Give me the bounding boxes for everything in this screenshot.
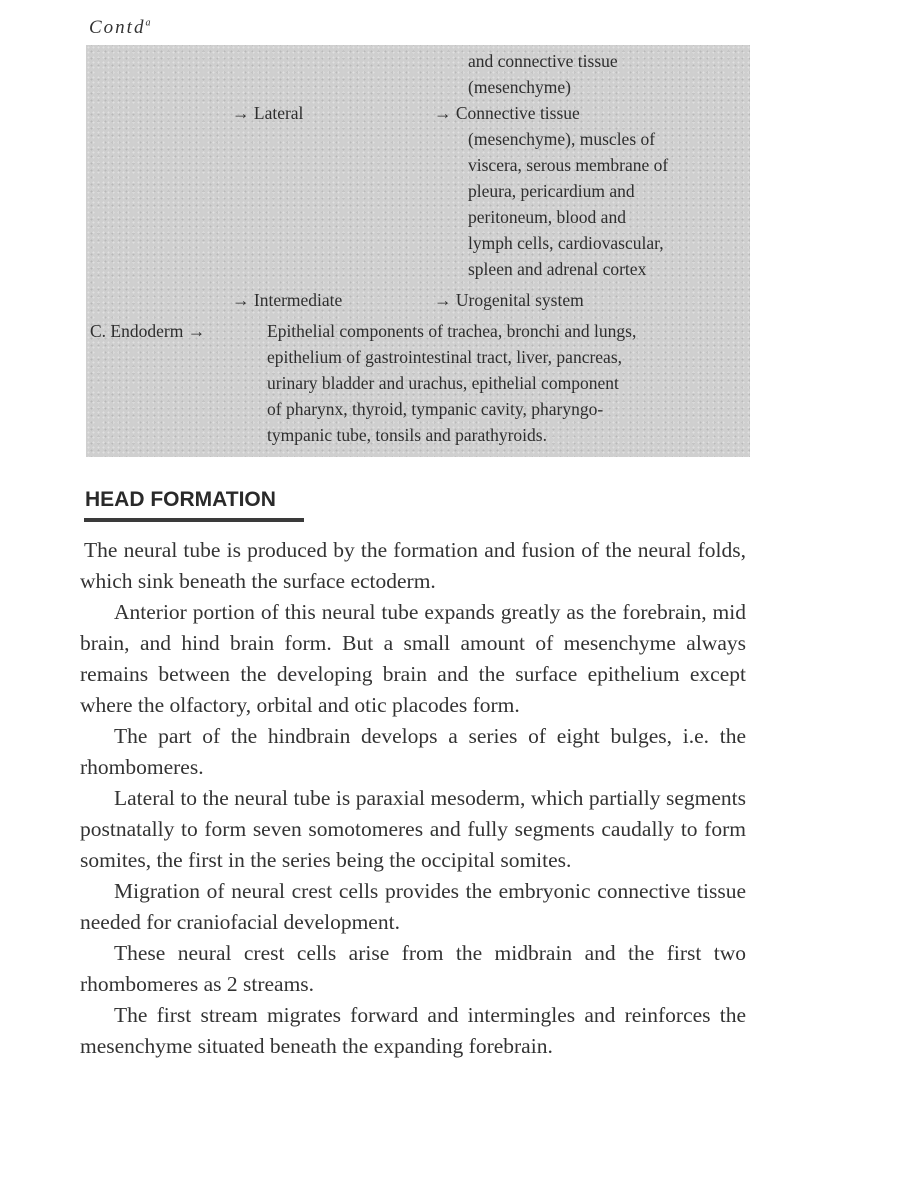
table-line: Epithelial components of trachea, bronchi and lungs, <box>267 321 637 341</box>
paragraph: The first stream migrates forward and intermingles and reinforces the mesenchyme situated beneath the expanding forebrain. <box>80 1003 746 1058</box>
table-line: → Connective tissue <box>434 103 580 123</box>
table-line: (mesenchyme), muscles of <box>468 129 656 149</box>
table-line-intermediate: → Intermediate <box>232 290 343 310</box>
table-line: pleura, pericardium and <box>468 181 635 201</box>
table-line: → Urogenital system <box>434 290 584 310</box>
table-line: peritoneum, blood and <box>468 207 626 227</box>
table-line: and connective tissue <box>468 51 618 71</box>
germ-layer-table <box>86 45 750 457</box>
running-head-superscript: a <box>145 17 151 29</box>
body-text <box>80 535 746 1062</box>
running-head <box>89 17 150 39</box>
paragraph: These neural crest cells arise from the midbrain and the first two rhombomeres as 2 streams. <box>80 941 746 996</box>
paragraph: Lateral to the neural tube is paraxial mesoderm, which partially segments postnatally to form seven somotomeres and fully segments caudally to form somites, the first in the series being the occipital somites. <box>80 786 746 872</box>
section-title: HEAD FORMATION <box>85 488 276 511</box>
table-line: spleen and adrenal cortex <box>468 259 647 279</box>
table-line-endoderm: C. Endoderm → <box>90 321 206 341</box>
paragraph: Migration of neural crest cells provides the embryonic connective tissue needed for craniofacial development. <box>80 879 746 934</box>
table-line: of pharynx, thyroid, tympanic cavity, pharyngo- <box>267 399 604 419</box>
table-line: tympanic tube, tonsils and parathyroids. <box>267 425 547 445</box>
table-line: lymph cells, cardiovascular, <box>468 233 664 253</box>
table-line: epithelium of gastrointestinal tract, liver, pancreas, <box>267 347 623 367</box>
running-head-text: Contd <box>89 17 146 38</box>
table-line: viscera, serous membrane of <box>468 155 669 175</box>
paragraph: The part of the hindbrain develops a series of eight bulges, i.e. the rhombomeres. <box>80 724 746 779</box>
paragraph: The neural tube is produced by the formation and fusion of the neural folds, which sink beneath the surface ectoderm. <box>80 538 746 593</box>
table-line: (mesenchyme) <box>468 77 572 97</box>
table-line: urinary bladder and urachus, epithelial component <box>267 373 619 393</box>
title-underline <box>84 518 304 522</box>
paragraph: Anterior portion of this neural tube expands greatly as the forebrain, mid brain, and hind brain form. But a small amount of mesenchyme always remains between the developing brain and the surface epithelium except where the olfactory, orbital and otic placodes form. <box>80 600 746 717</box>
table-line-lateral: → Lateral <box>232 103 304 123</box>
